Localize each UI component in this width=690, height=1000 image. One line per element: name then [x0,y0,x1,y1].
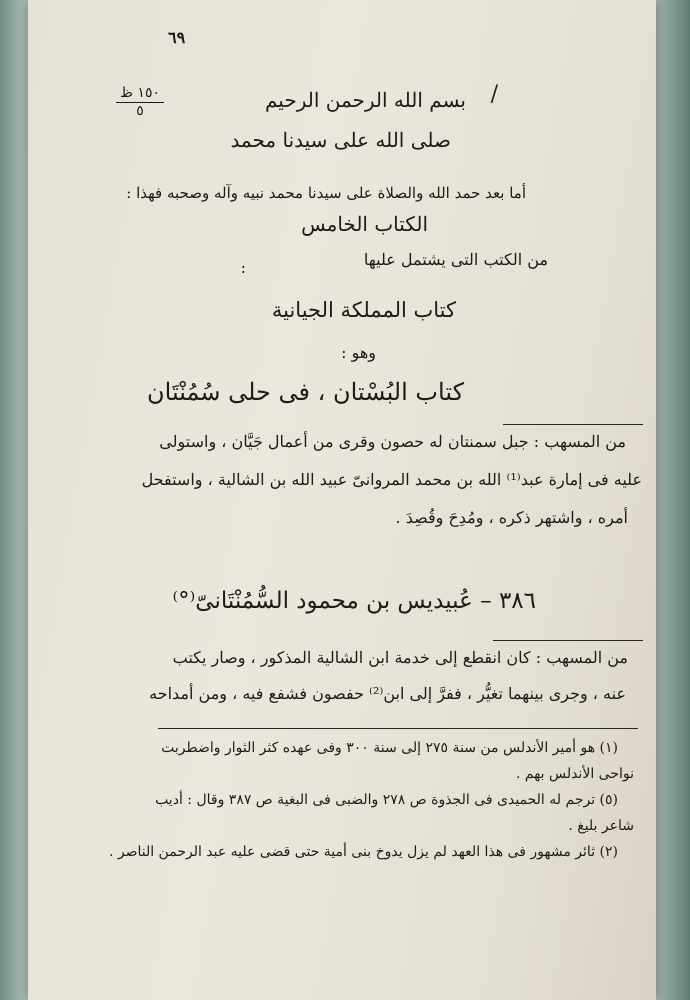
footnote-line: نواحى الأندلس بهم . [515,766,634,782]
wahuwa-line: وهو : [341,343,376,362]
page-number: ٦٩ [168,28,186,47]
paragraph-line: من المسهب : جبل سمنتان له حصون وقرى من أعمال جَيَّان ، واستولى [159,432,626,451]
from-books-line: من الكتب التى يشتمل عليها [363,250,548,269]
footnote-line: (٢) ثائر مشهور فى هذا العهد لم يزل يدوخ بنى أمية حتى قضى عليه عبد الرحمن الناصر . [108,844,618,860]
bustan-title: كتاب البُسْتان ، فى حلى سُمُنْتَان [147,378,464,406]
slash-mark: / [490,82,498,107]
footnote-line: شاعر بليغ . [568,818,634,834]
shelfmark-bottom: ٥ [136,103,144,119]
book-page [28,0,656,1000]
paragraph-line: عليه فى إمارة عبد⁽¹⁾ الله بن محمد المروانىّ عبيد الله بن الشالية ، واستفحل [141,470,642,489]
salla-line: صلى الله على سيدنا محمد [230,128,451,152]
colon-mark: : [240,258,246,277]
kingdom-book-title: كتاب المملكة الجيانية [271,298,456,322]
footnote-rule [158,728,638,729]
footnote-line: (١) هو أمير الأندلس من سنة ٢٧٥ إلى سنة ٣٠٠ وفى عهده كثر الثوار واضطربت [161,740,618,756]
footnote-line: (٥) ترجم له الحميدى فى الجذوة ص ٢٧٨ والضبى فى البغية ص ٣٨٧ وقال : أديب [155,792,618,808]
shelfmark-top: ١٥٠ ظ [116,85,164,103]
paragraph-line: من المسهب : كان انقطع إلى خدمة ابن الشالية المذكور ، وصار يكتب [172,648,628,667]
entry-heading: ٣٨٦ – عُبيديس بن محمود السُّمُنْتَانىّ⁽°⁾ [172,588,536,614]
divider-rule [503,424,643,425]
book-title: الكتاب الخامس [301,212,428,236]
paragraph-line: أمره ، واشتهر ذكره ، ومُدِحَ وقُصِدَ . [395,508,628,527]
shelfmark [116,85,164,119]
divider-rule [493,640,643,641]
basmala: بسم الله الرحمن الرحيم [264,88,466,112]
amma-bad-line: أما بعد حمد الله والصلاة على سيدنا محمد نبيه وآله وصحبه فهذا : [126,184,526,202]
paragraph-line: عنه ، وجرى بينهما تغيُّر ، ففرَّ إلى ابن⁽²⁾ حفصون فشفع فيه ، ومن أمداحه [149,684,626,703]
